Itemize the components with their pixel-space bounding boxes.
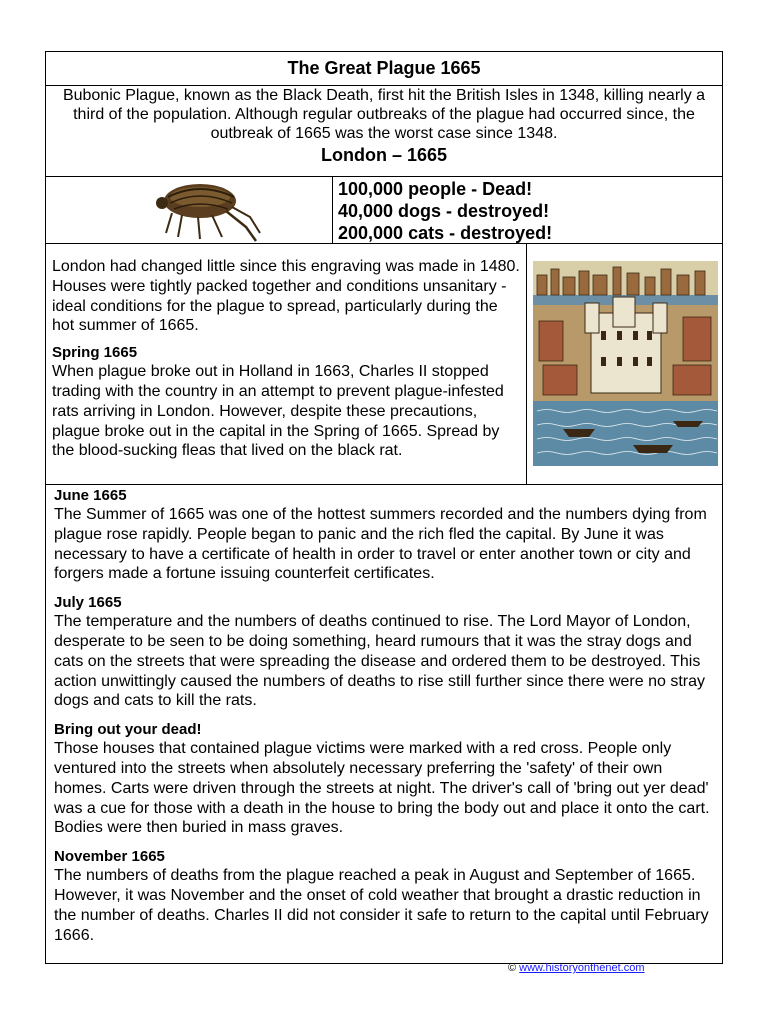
title-row [46,52,722,86]
engraving-row [46,244,722,485]
copyright-link[interactable]: www.historyonthenet.com [519,962,645,974]
section-text: The Summer of 1665 was one of the hottest summers recorded and the numbers dying from plague rose rapidly. People began to panic and the rich fled the capital. By June it was necessary to have a certificate of health in order to travel or enter another town or city and forgers made a fortune issuing counterfeit certificates. [54,506,707,583]
flea-illustration [142,177,262,243]
copyright-symbol: © [508,962,517,974]
section-heading: Bring out your dead! [54,721,202,739]
engraving-text [52,257,520,461]
engraving-paragraph: London had changed little since this engraving was made in 1480. Houses were tightly packed together and conditions unsanitary - ideal conditions for the plague to spread, particularly during the hot summer of 1665. [52,258,520,335]
section-june [54,487,714,584]
flea-cell [46,177,333,243]
section-july [54,594,714,711]
column-divider [526,244,527,485]
section-text: The numbers of deaths from the plague reached a peak in August and September of 1665. However, it was November and the onset of cold weather that brought a drastic reduction in the number of deaths. Charles II did not consider it safe to return to the capital until February 1666. [54,867,709,944]
stat-people: 100,000 people - Dead! [338,179,533,199]
stats-row [46,177,722,244]
section-heading: July 1665 [54,594,122,612]
stats-cell [338,177,722,243]
section-heading-spring: Spring 1665 [52,344,138,362]
section-heading: November 1665 [54,848,165,866]
section-text: Those houses that contained plague victims were marked with a red cross. People only ventured into the streets when absolutely necessary preferring the 'safety' of their own homes. Carts were driven through the streets at night. The driver's call of 'bring out yer dead' was a cue for those with a death in the house to bring the body out and place it onto the cart. Bodies were then buried in mass graves. [54,740,710,837]
section-bring-out-your-dead [54,721,714,838]
section-heading: June 1665 [54,487,127,504]
copyright-footer [508,962,645,974]
intro-row [46,86,722,177]
subtitle: London – 1665 [320,145,448,165]
intro-paragraph: Bubonic Plague, known as the Black Death, first hit the British Isles in 1348, killing nearly a third of the population. Although regular outbreaks of the plague had occurred since, the outbreak of 1665 was the worst case since 1348. [62,87,706,142]
worksheet [45,51,723,964]
london-engraving-image [533,261,718,466]
stat-dogs: 40,000 dogs - destroyed! [338,201,550,221]
section-november [54,848,714,945]
body-row [46,485,722,963]
section-text-spring: When plague broke out in Holland in 1663, Charles II stopped trading with the country in an attempt to prevent plague-infested rats arriving in London. However, despite these precautions, plague broke out in the capital in the Spring of 1665. Spread by the blood-sucking fleas that lived on the black rat. [52,363,504,460]
page-title: The Great Plague 1665 [287,58,481,78]
stat-cats: 200,000 cats - destroyed! [338,223,553,243]
section-text: The temperature and the numbers of deaths continued to rise. The Lord Mayor of London, desperate to be seen to be doing something, heard rumours that it was the stray dogs and cats on the streets that were spreading the disease and ordered them to be destroyed. This action unwittingly caused the numbers of deaths to rise still further since there were no stray dogs and cats to kill the rats. [54,613,705,710]
